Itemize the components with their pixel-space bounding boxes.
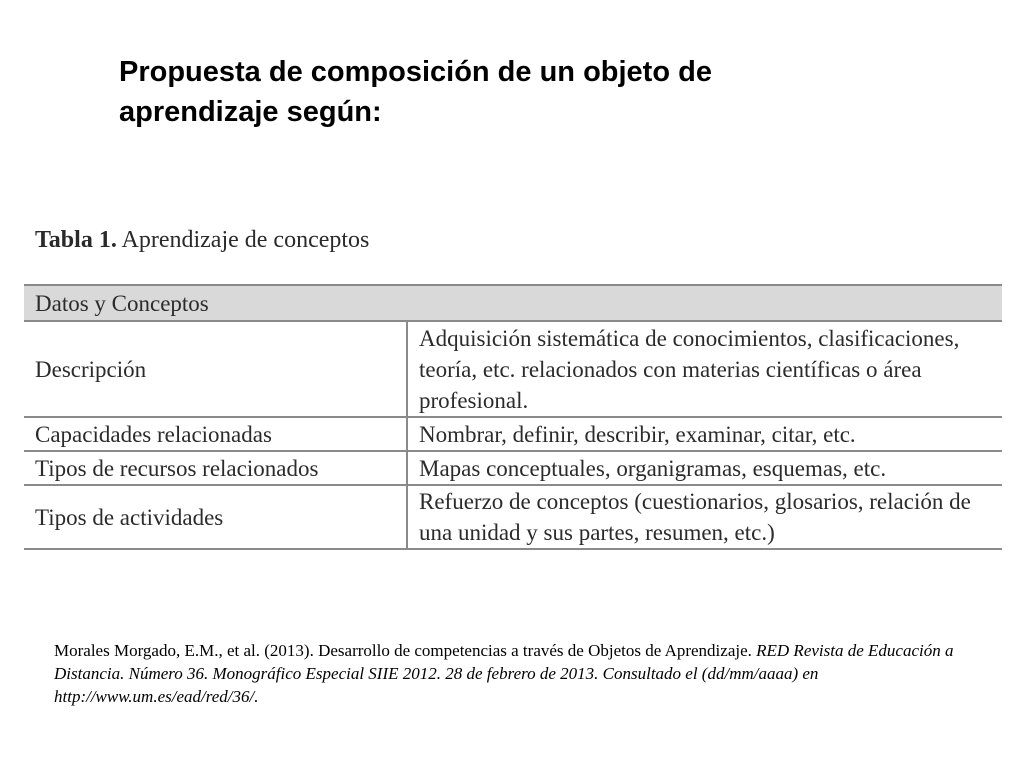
table-row bbox=[24, 321, 1002, 417]
row-value-recursos: Mapas conceptuales, organigramas, esquemas, etc. bbox=[407, 451, 1002, 485]
concepts-table bbox=[24, 284, 1002, 550]
reference-journal: RED Revista de Educación a Distancia. Número 36. Monográfico Especial SIIE 2012. 28 de febrero de 2013. Consultado el (dd/mm/aaaa) en http://www.um.es/ead/red/36/. bbox=[54, 641, 954, 706]
table-row bbox=[24, 451, 1002, 485]
reference-authors: Morales Morgado, E.M., et al. (2013). Desarrollo de competencias a través de Objetos de Aprendizaje. bbox=[54, 641, 757, 660]
row-value-capacidades: Nombrar, definir, describir, examinar, citar, etc. bbox=[407, 417, 1002, 451]
row-label-descripcion: Descripción bbox=[24, 321, 407, 417]
table-header-row bbox=[24, 285, 1002, 321]
table-row bbox=[24, 417, 1002, 451]
table-header-cell: Datos y Conceptos bbox=[24, 285, 1002, 321]
table-caption-text: Aprendizaje de conceptos bbox=[116, 227, 370, 253]
row-label-capacidades: Capacidades relacionadas bbox=[24, 417, 407, 451]
reference-citation bbox=[54, 639, 954, 708]
row-value-actividades: Refuerzo de conceptos (cuestionarios, glosarios, relación de una unidad y sus partes, resumen, etc.) bbox=[407, 485, 1002, 549]
table-caption-label: Tabla 1. bbox=[35, 227, 117, 253]
table-row bbox=[24, 485, 1002, 549]
row-label-actividades: Tipos de actividades bbox=[24, 485, 407, 549]
row-value-descripcion: Adquisición sistemática de conocimientos, clasificaciones, teoría, etc. relacionados con materias científicas o área profesional. bbox=[407, 321, 1002, 417]
table-caption bbox=[35, 224, 369, 256]
slide-title: Propuesta de composición de un objeto de aprendizaje según: bbox=[119, 56, 712, 128]
row-label-recursos: Tipos de recursos relacionados bbox=[24, 451, 407, 485]
